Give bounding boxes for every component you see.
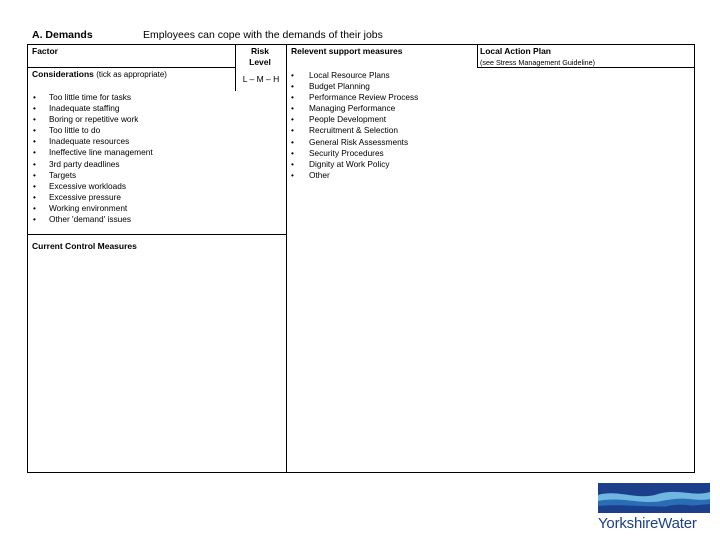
header-risk-line1: Risk xyxy=(251,46,269,56)
factor-item: • Inadequate resources xyxy=(33,136,153,147)
factor-item: • Working environment xyxy=(33,203,153,214)
factor-item: • Targets xyxy=(33,170,153,181)
water-waves-icon xyxy=(598,483,710,513)
factor-list xyxy=(33,92,153,225)
table-top-border xyxy=(27,44,694,45)
support-item: • Performance Review Process xyxy=(291,92,418,103)
factor-item: • Too little to do xyxy=(33,125,153,136)
table-bottom-border xyxy=(27,472,694,473)
current-controls-heading: Current Control Measures xyxy=(32,241,137,251)
table-right-border xyxy=(694,44,695,473)
factor-item: • Boring or repetitive work xyxy=(33,114,153,125)
support-item: • Security Procedures xyxy=(291,148,418,159)
support-item: • People Development xyxy=(291,114,418,125)
header-factor: Factor xyxy=(32,46,58,56)
risk-scale: L – M – H xyxy=(242,74,280,84)
factor-item: • 3rd party deadlines xyxy=(33,159,153,170)
considerations-note: (tick as appropriate) xyxy=(96,70,167,79)
yorkshire-water-logo xyxy=(598,483,712,532)
header-action-plan: Local Action Plan xyxy=(480,46,552,56)
section-standard: Employees can cope with the demands of their jobs xyxy=(143,29,383,41)
support-item: • General Risk Assessments xyxy=(291,137,418,148)
factor-item: • Ineffective line management xyxy=(33,147,153,158)
factor-item: • Excessive pressure xyxy=(33,192,153,203)
action-plan-left-border xyxy=(477,44,478,67)
header-action-plan-note: (see Stress Management Guideline) xyxy=(480,58,596,67)
section-title: A. Demands xyxy=(32,29,93,41)
header-risk-level xyxy=(236,46,284,68)
factor-item: • Inadequate staffing xyxy=(33,103,153,114)
header-divider-right xyxy=(477,67,694,68)
support-item: • Dignity at Work Policy xyxy=(291,159,418,170)
support-item: • Local Resource Plans xyxy=(291,70,418,81)
support-item: • Other xyxy=(291,170,418,181)
header-risk-line2: Level xyxy=(249,57,271,67)
header-divider-left xyxy=(27,67,235,68)
logo-wordmark: YorkshireWater xyxy=(598,515,697,532)
factor-item: • Too little time for tasks xyxy=(33,92,153,103)
considerations-heading xyxy=(32,69,167,79)
support-item: • Budget Planning xyxy=(291,81,418,92)
controls-divider xyxy=(27,234,286,235)
considerations-label: Considerations xyxy=(32,69,94,79)
support-item: • Recruitment & Selection xyxy=(291,125,418,136)
factor-item: • Other 'demand' issues xyxy=(33,214,153,225)
risk-right-border xyxy=(286,44,287,473)
support-item: • Managing Performance xyxy=(291,103,418,114)
table-left-border xyxy=(27,44,28,473)
factor-item: • Excessive workloads xyxy=(33,181,153,192)
support-list xyxy=(291,70,418,181)
header-support: Relevent support measures xyxy=(291,46,403,56)
